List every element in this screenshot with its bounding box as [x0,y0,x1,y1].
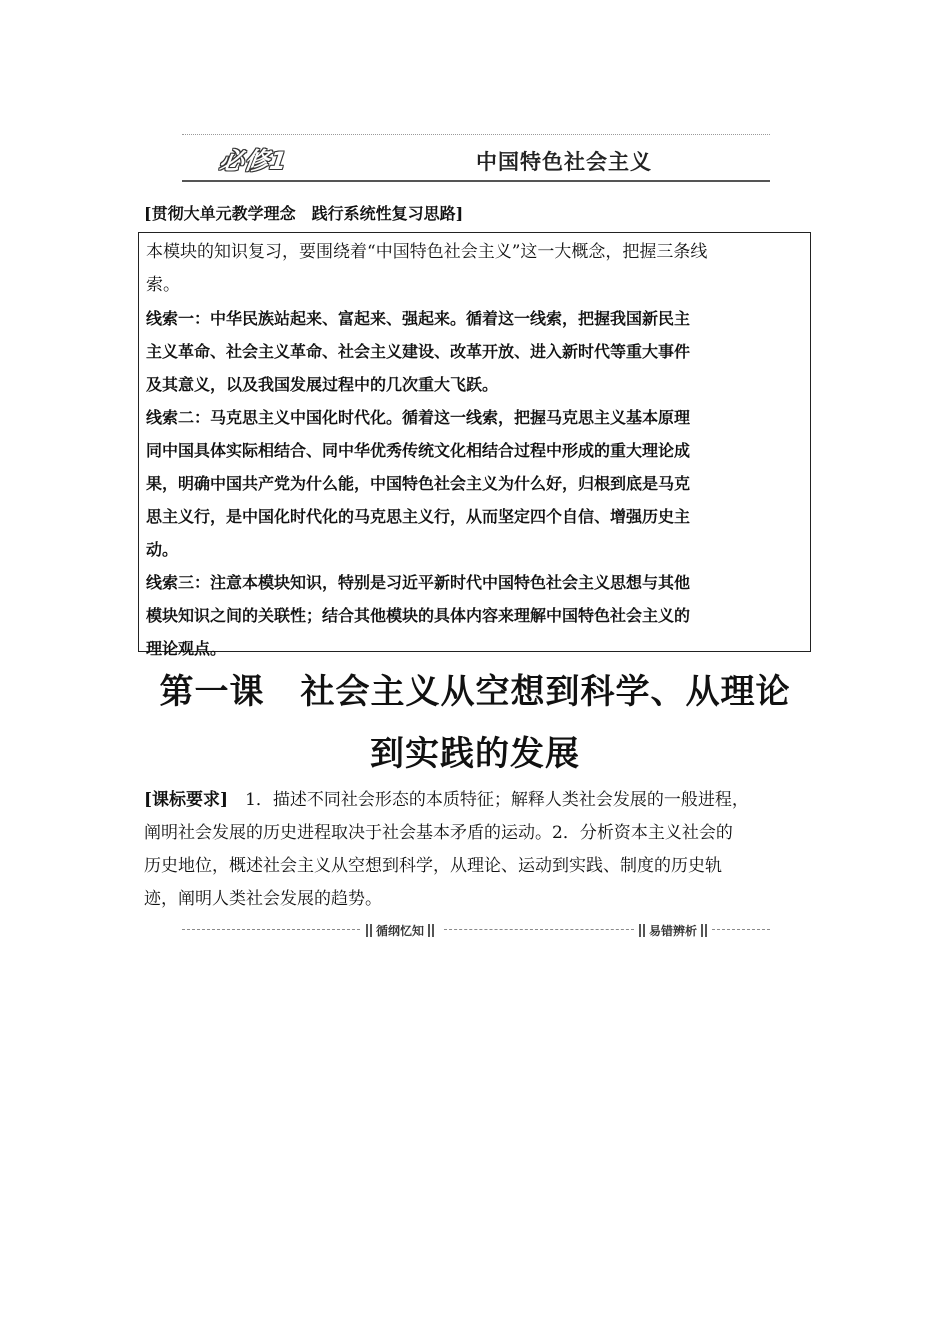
clue-text: 主义革命、社会主义革命、社会主义建设、改革开放、进入新时代等重大事件 [146,342,691,361]
requirement-line [144,784,816,817]
clue-line [146,401,804,434]
clue-line [146,467,804,500]
clue-line [146,335,804,368]
clue-line [146,632,804,665]
requirement-line: 迹，阐明人类社会发展的趋势。 [144,889,382,909]
double-bar-icon [701,924,707,937]
nav-section-errors[interactable] [635,921,711,939]
nav-divider [712,929,770,930]
clue-label: 线索一： [146,309,211,328]
clue-line [146,434,804,467]
clue-text: 中华民族站起来、富起来、强起来。循着这一线索，把握我国新民主 [210,309,691,328]
lesson-number: 第一课 [159,672,265,712]
curriculum-requirement [144,784,816,916]
section-nav [182,920,770,940]
double-bar-icon [639,924,645,937]
clue-line [146,599,804,632]
nav-section-review[interactable] [362,921,438,939]
clue-line [146,533,804,566]
header-top-rule [182,134,770,135]
lesson-title [0,664,950,713]
guide-intro-line: 本模块的知识复习，要围绕着“中国特色社会主义”这一大概念，把握三条线 [146,242,708,262]
guide-heading: [贯彻大单元教学理念 践行系统性复习思路] [144,204,464,223]
clue-text: 同中国具体实际相结合、同中华优秀传统文化相结合过程中形成的重大理论成 [146,441,691,460]
clue-line [146,500,804,533]
clue-line [146,368,804,401]
double-bar-icon [366,924,372,937]
lesson-title-continued: 到实践的发展 [370,734,580,774]
lesson-title-text: 社会主义从空想到科学、从理论 [300,672,791,712]
clue-text: 注意本模块知识，特别是习近平新时代中国特色社会主义思想与其他 [210,573,691,592]
requirement-line: 历史地位，概述社会主义从空想到科学，从理论、运动到实践、制度的历史轨 [144,856,722,876]
nav-divider [182,929,360,930]
requirement-line: 阐明社会发展的历史进程取决于社会基本矛盾的运动。2．分析资本主义社会的 [144,823,733,843]
nav-section-label: 易错辨析 [649,923,698,938]
clue-text: 及其意义，以及我国发展过程中的几次重大飞跃。 [146,375,499,394]
nav-section-label: 循纲忆知 [376,923,425,938]
clue-text: 理论观点。 [146,639,227,658]
double-bar-icon [428,924,434,937]
requirement-text: 1．描述不同社会形态的本质特征；解释人类社会发展的一般进程， [228,790,749,810]
clue-text: 模块知识之间的关联性；结合其他模块的具体内容来理解中国特色社会主义的 [146,606,691,625]
clue-line [146,302,804,335]
clue-text: 果，明确中国共产党为什么能，中国特色社会主义为什么好，归根到底是马克 [146,474,691,493]
clue-text: 思主义行，是中国化时代化的马克思主义行，从而坚定四个自信、增强历史主 [146,507,691,526]
nav-divider [444,929,634,930]
clue-line [146,566,804,599]
clue-label: 线索三： [146,573,211,592]
clue-text: 马克思主义中国化时代化。循着这一线索，把握马克思主义基本原理 [210,408,691,427]
guide-intro-line: 索。 [146,275,180,295]
module-badge: 必修1 [217,147,290,175]
guide-box [138,232,811,658]
clue-text: 动。 [146,540,179,559]
clue-label: 线索二： [146,408,211,427]
requirement-label: [课标要求] [144,790,229,810]
module-title: 中国特色社会主义 [476,149,652,174]
header-bottom-rule [182,180,770,182]
